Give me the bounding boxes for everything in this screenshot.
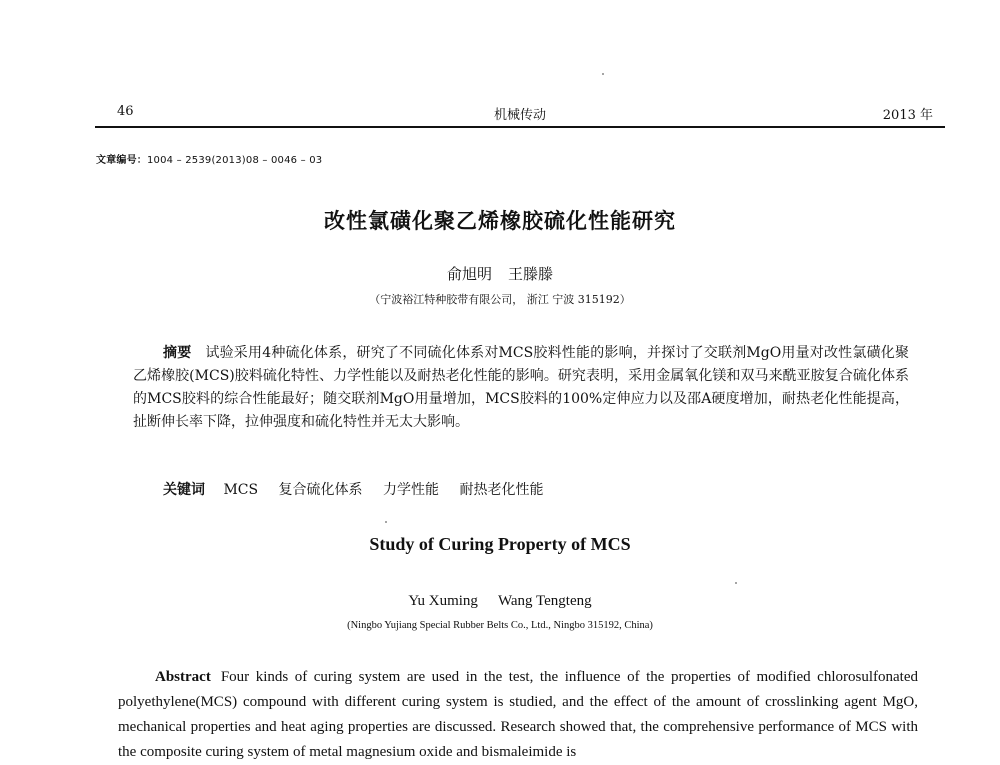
abstract-chinese-text: 试验采用4种硫化体系，研究了不同硫化体系对MCS胶料性能的影响，并探讨了交联剂MgO用量对改性氯磺化聚乙烯橡胶(MCS)胶料硫化特性、力学性能以及耐热老化性能的影响。研究表明，采用金属氧化镁和双马来酰亚胺复合硫化体系的MCS胶料的综合性能最好；随交联剂MgO用量增加，MCS胶料的100%定伸应力以及邵A硬度增加，耐热老化性能提高，扯断伸长率下降，拉伸强度和硫化特性并无太大影响。	[133, 345, 909, 430]
journal-name: 机械传动	[493, 108, 546, 123]
header-rule	[95, 126, 945, 128]
authors-chinese	[0, 263, 1000, 284]
affiliation-chinese: （宁波裕江特种胶带有限公司， 浙江 宁波 315192）	[369, 293, 631, 306]
author-name: 王滕滕	[508, 265, 554, 283]
abstract-chinese-label: 摘要	[163, 345, 192, 361]
article-number	[96, 151, 322, 166]
title-chinese: 改性氯磺化聚乙烯橡胶硫化性能研究	[324, 209, 676, 233]
keyword: MCS	[223, 482, 259, 498]
keywords-chinese	[163, 479, 559, 499]
article-number-label: 文章编号：	[96, 155, 147, 166]
keywords-label: 关键词	[163, 482, 205, 498]
author-name: Yu Xuming	[408, 593, 478, 609]
abstract-english-label: Abstract	[155, 669, 211, 685]
authors-english	[0, 593, 1000, 610]
author-name: 俞旭明	[446, 265, 492, 283]
publication-year: 2013 年	[882, 108, 933, 123]
scan-speck	[602, 73, 604, 75]
keyword: 耐热老化性能	[459, 482, 544, 498]
article-number-value: 1004 – 2539(2013)08 – 0046 – 03	[147, 155, 323, 166]
page-number: 46	[117, 104, 134, 119]
author-name: Wang Tengteng	[497, 593, 592, 609]
affiliation-english: (Ningbo Yujiang Special Rubber Belts Co., Ltd., Ningbo 315192, China)	[347, 620, 653, 631]
scan-speck	[735, 582, 737, 584]
abstract-english	[118, 665, 918, 765]
title-english: Study of Curing Property of MCS	[369, 534, 631, 554]
abstract-english-text: Four kinds of curing system are used in the test, the influence of the properties of modified chlorosulfonated polyethylene(MCS) compound with different curing system is studied, and the effect of the amount of crosslinking agent MgO, mechanical properties and heat aging properties are discussed. Research showed that, the comprehensive performance of MCS with the composite curing system of metal magnesium oxide and bismaleimide is	[118, 669, 918, 760]
abstract-chinese	[133, 342, 909, 434]
keyword: 复合硫化体系	[278, 482, 363, 498]
scan-speck	[385, 521, 387, 523]
running-header	[95, 104, 945, 124]
keyword: 力学性能	[383, 482, 439, 498]
